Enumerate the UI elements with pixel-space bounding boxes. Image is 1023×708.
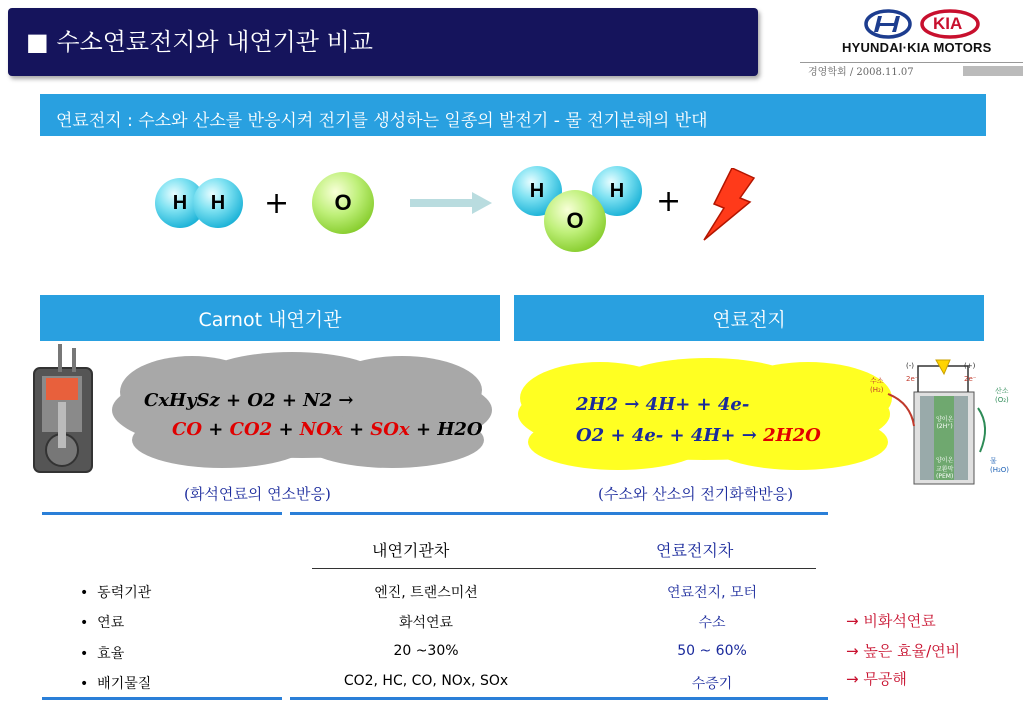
title-bullet: ■ bbox=[26, 28, 49, 56]
hydrogen-atom: H bbox=[592, 166, 642, 216]
table-row-label: • 효율 bbox=[80, 646, 125, 662]
table-row-label: • 연료 bbox=[80, 615, 125, 631]
hydrogen-atom: H bbox=[155, 178, 205, 228]
row-label-text: 연료 bbox=[97, 615, 125, 631]
table-header-fuelcell: 연료전지차 bbox=[656, 541, 734, 560]
section-header-fuelcell: 연료전지 bbox=[514, 295, 984, 341]
engine-caption: (화석연료의 연소반응) bbox=[184, 485, 331, 503]
table-rule bbox=[42, 512, 282, 515]
note-efficiency: → 높은 효율/연비 bbox=[846, 642, 961, 660]
engine-equation-line2 bbox=[172, 419, 483, 440]
plus-sign: + bbox=[264, 186, 290, 221]
cell-membrane-label: 양이온 교환막 (PEM) bbox=[936, 457, 954, 480]
date-label: 경영학회 / 2008.11.07 bbox=[808, 67, 914, 78]
eq-term: + H2O bbox=[409, 419, 483, 440]
cell-membrane-label: 양이온 (2H⁺) bbox=[936, 416, 954, 430]
hydrogen-atom: H bbox=[512, 166, 562, 216]
engine-equation-line1: CxHySz + O2 + N2 → bbox=[144, 390, 354, 411]
plus-sign: + bbox=[656, 184, 682, 219]
definition-note: 물 전기분해의 반대 bbox=[565, 111, 708, 131]
note-non-fossil: → 비화석연료 bbox=[846, 612, 936, 630]
eq-term: NOx bbox=[299, 419, 343, 440]
row-label-text: 효율 bbox=[97, 646, 125, 662]
oxygen-atom: O bbox=[312, 172, 374, 234]
definition-sep: - bbox=[548, 111, 566, 131]
table-cell-fuelcell: 수증기 bbox=[691, 676, 733, 692]
eq-op: + bbox=[342, 419, 371, 440]
cell-minus-label: (-) bbox=[906, 362, 914, 370]
table-rule bbox=[290, 697, 828, 700]
eq-product: 2H2O bbox=[763, 425, 821, 446]
kia-text: KIA bbox=[933, 14, 963, 33]
table-cell-engine: 화석연료 bbox=[398, 615, 454, 631]
table-cell-fuelcell: 50 ~ 60% bbox=[677, 643, 747, 659]
cell-electron-label: 2e⁻ bbox=[964, 375, 977, 383]
cell-water-label: 물 (H₂O) bbox=[990, 457, 1010, 474]
table-header-engine: 내연기관차 bbox=[372, 541, 450, 560]
table-cell-engine: CO2, HC, CO, NOx, SOx bbox=[343, 673, 509, 689]
row-label-text: 동력기관 bbox=[97, 585, 152, 601]
eq-left: O2 + 4e- + 4H+ → bbox=[576, 425, 757, 446]
reaction-arrow-icon bbox=[410, 192, 492, 214]
table-row-label: • 동력기관 bbox=[80, 585, 152, 601]
definition-text bbox=[56, 106, 708, 131]
cell-hydrogen-label: 수소 (H₂) bbox=[870, 377, 884, 394]
fuelcell-caption: (수소와 산소의 전기화학반응) bbox=[598, 485, 794, 503]
eq-op: + bbox=[202, 419, 230, 440]
definition-main: 연료전지 : 수소와 산소를 반응시켜 전기를 생성하는 일종의 발전기 bbox=[56, 111, 549, 131]
oxygen-atom: O bbox=[544, 190, 606, 252]
table-cell-fuelcell: 연료전지, 모터 bbox=[666, 585, 758, 601]
table-cell-fuelcell: 수소 bbox=[698, 615, 726, 631]
eq-term: CO2 bbox=[229, 419, 273, 440]
title-text: 수소연료전지와 내연기관 비교 bbox=[56, 28, 373, 56]
section-header-engine: Carnot 내연기관 bbox=[40, 295, 500, 341]
row-label-text: 배기물질 bbox=[97, 676, 152, 692]
table-row-label: • 배기물질 bbox=[80, 676, 152, 692]
divider-bar bbox=[963, 66, 1023, 76]
eq-op: + bbox=[272, 419, 300, 440]
hyundai-kia-logo-icon bbox=[840, 6, 1000, 42]
lightning-icon bbox=[700, 168, 756, 242]
table-cell-engine: 20 ~30% bbox=[393, 643, 459, 659]
note-zero-emission: → 무공해 bbox=[846, 670, 907, 688]
table-cell-engine: 엔진, 트랜스미션 bbox=[374, 585, 478, 601]
cell-electron-label: 2e⁻ bbox=[906, 375, 919, 383]
hydrogen-atom: H bbox=[193, 178, 243, 228]
eq-term: SOx bbox=[370, 419, 410, 440]
engine-cloud bbox=[102, 350, 502, 472]
cell-plus-label: (+) bbox=[964, 362, 976, 370]
cell-oxygen-label: 산소 (O₂) bbox=[995, 387, 1009, 404]
fuelcell-equation-line1: 2H2 → 4H+ + 4e- bbox=[576, 394, 750, 415]
engine-icon bbox=[28, 342, 100, 480]
logo-label: HYUNDAI·KIA MOTORS bbox=[842, 40, 992, 55]
table-rule bbox=[42, 697, 282, 700]
page-title bbox=[26, 22, 373, 57]
table-rule bbox=[290, 512, 828, 515]
table-header-rule bbox=[312, 568, 816, 569]
eq-term: CO bbox=[172, 419, 203, 440]
fuelcell-equation-line2 bbox=[576, 425, 821, 446]
